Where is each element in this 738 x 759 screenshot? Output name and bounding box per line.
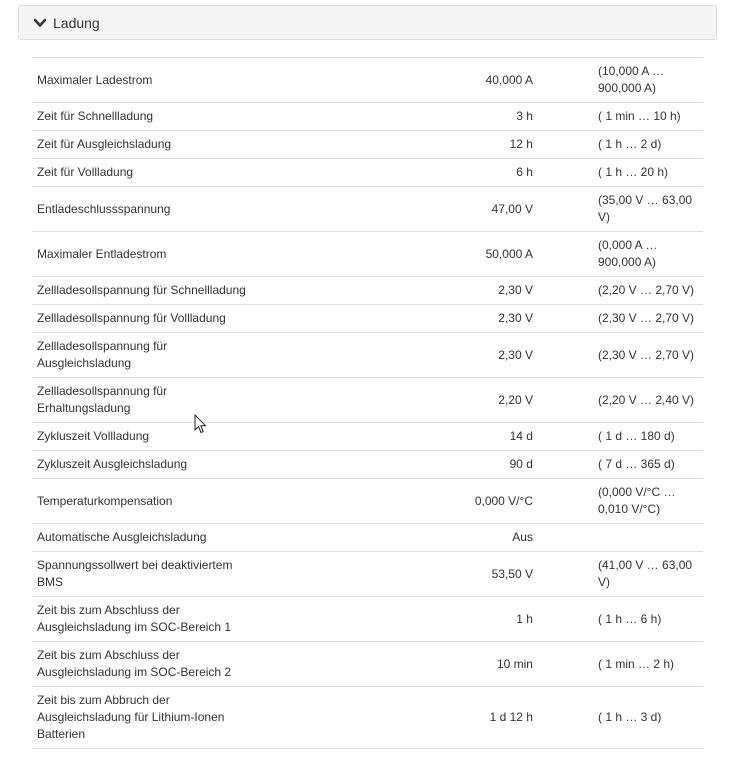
- panel-header-ladung[interactable]: [18, 5, 717, 40]
- table-row: [32, 423, 703, 451]
- parameter-label: Maximaler Entladestrom: [32, 232, 288, 277]
- parameter-range: (2,30 V … 2,70 V): [593, 333, 703, 378]
- parameter-table: [32, 57, 703, 749]
- table-row: [32, 159, 703, 187]
- table-row: [32, 187, 703, 232]
- table-row: [32, 277, 703, 305]
- parameter-range: ( 1 min … 2 h): [593, 642, 703, 687]
- panel-title: Ladung: [53, 14, 100, 31]
- table-row: [32, 131, 703, 159]
- parameter-label: Zellladesollspannung für Vollladung: [32, 305, 288, 333]
- parameter-value: 3 h: [288, 103, 593, 131]
- parameter-value: 0,000 V/°C: [288, 479, 593, 524]
- parameter-label: Zellladesollspannung für Schnellladung: [32, 277, 288, 305]
- parameter-label: Zellladesollspannung für Ausgleichsladung: [32, 333, 288, 378]
- parameter-range: (2,20 V … 2,40 V): [593, 378, 703, 423]
- table-row: [32, 597, 703, 642]
- parameter-label: Zeit für Schnellladung: [32, 103, 288, 131]
- table-row: [32, 103, 703, 131]
- parameter-value: 1 h: [288, 597, 593, 642]
- parameter-label: Entladeschlussspannung: [32, 187, 288, 232]
- table-row: [32, 333, 703, 378]
- parameter-value: Aus: [288, 524, 593, 552]
- chevron-down-icon: [34, 16, 48, 30]
- table-row: [32, 232, 703, 277]
- parameter-range: ( 1 h … 3 d): [593, 687, 703, 749]
- parameter-value: 2,30 V: [288, 277, 593, 305]
- parameter-label: Spannungssollwert bei deaktiviertem BMS: [32, 552, 288, 597]
- parameter-label: Zykluszeit Vollladung: [32, 423, 288, 451]
- parameter-range: (0,000 A … 900,000 A): [593, 232, 703, 277]
- parameter-value: 53,50 V: [288, 552, 593, 597]
- table-row: [32, 58, 703, 103]
- table-row: [32, 524, 703, 552]
- parameter-label: Zellladesollspannung für Erhaltungsladung: [32, 378, 288, 423]
- parameter-value: 2,20 V: [288, 378, 593, 423]
- parameter-range: (41,00 V … 63,00 V): [593, 552, 703, 597]
- parameter-label: Zeit für Ausgleichsladung: [32, 131, 288, 159]
- parameter-range: (2,30 V … 2,70 V): [593, 305, 703, 333]
- parameter-value: 47,00 V: [288, 187, 593, 232]
- table-row: [32, 479, 703, 524]
- parameter-range: [593, 524, 703, 552]
- parameter-range: (35,00 V … 63,00 V): [593, 187, 703, 232]
- parameter-label: Zeit bis zum Abschluss der Ausgleichsladung im SOC-Bereich 1: [32, 597, 288, 642]
- table-row: [32, 378, 703, 423]
- table-row: [32, 552, 703, 597]
- parameter-label: Zeit bis zum Abbruch der Ausgleichsladung für Lithium-Ionen Batterien: [32, 687, 288, 749]
- parameter-range: ( 1 d … 180 d): [593, 423, 703, 451]
- parameter-range: ( 1 min … 10 h): [593, 103, 703, 131]
- parameter-label: Zeit bis zum Abschluss der Ausgleichsladung im SOC-Bereich 2: [32, 642, 288, 687]
- parameter-range: ( 1 h … 20 h): [593, 159, 703, 187]
- parameter-value: 40,000 A: [288, 58, 593, 103]
- parameter-label: Zykluszeit Ausgleichsladung: [32, 451, 288, 479]
- parameter-value: 10 min: [288, 642, 593, 687]
- parameter-value: 12 h: [288, 131, 593, 159]
- parameter-label: Zeit für Vollladung: [32, 159, 288, 187]
- parameter-value: 90 d: [288, 451, 593, 479]
- parameter-value: 2,30 V: [288, 333, 593, 378]
- table-row: [32, 451, 703, 479]
- parameter-value: 6 h: [288, 159, 593, 187]
- parameter-range: (0,000 V/°C … 0,010 V/°C): [593, 479, 703, 524]
- parameter-label: Temperaturkompensation: [32, 479, 288, 524]
- table-row: [32, 305, 703, 333]
- table-row: [32, 642, 703, 687]
- parameter-range: (2,20 V … 2,70 V): [593, 277, 703, 305]
- parameter-range: ( 1 h … 6 h): [593, 597, 703, 642]
- table-row: [32, 687, 703, 749]
- parameter-value: 2,30 V: [288, 305, 593, 333]
- parameter-range: ( 7 d … 365 d): [593, 451, 703, 479]
- parameter-label: Automatische Ausgleichsladung: [32, 524, 288, 552]
- parameter-range: (10,000 A … 900,000 A): [593, 58, 703, 103]
- parameter-value: 1 d 12 h: [288, 687, 593, 749]
- parameter-range: ( 1 h … 2 d): [593, 131, 703, 159]
- mouse-cursor-icon: [194, 414, 208, 435]
- parameter-value: 50,000 A: [288, 232, 593, 277]
- parameter-label: Maximaler Ladestrom: [32, 58, 288, 103]
- parameter-value: 14 d: [288, 423, 593, 451]
